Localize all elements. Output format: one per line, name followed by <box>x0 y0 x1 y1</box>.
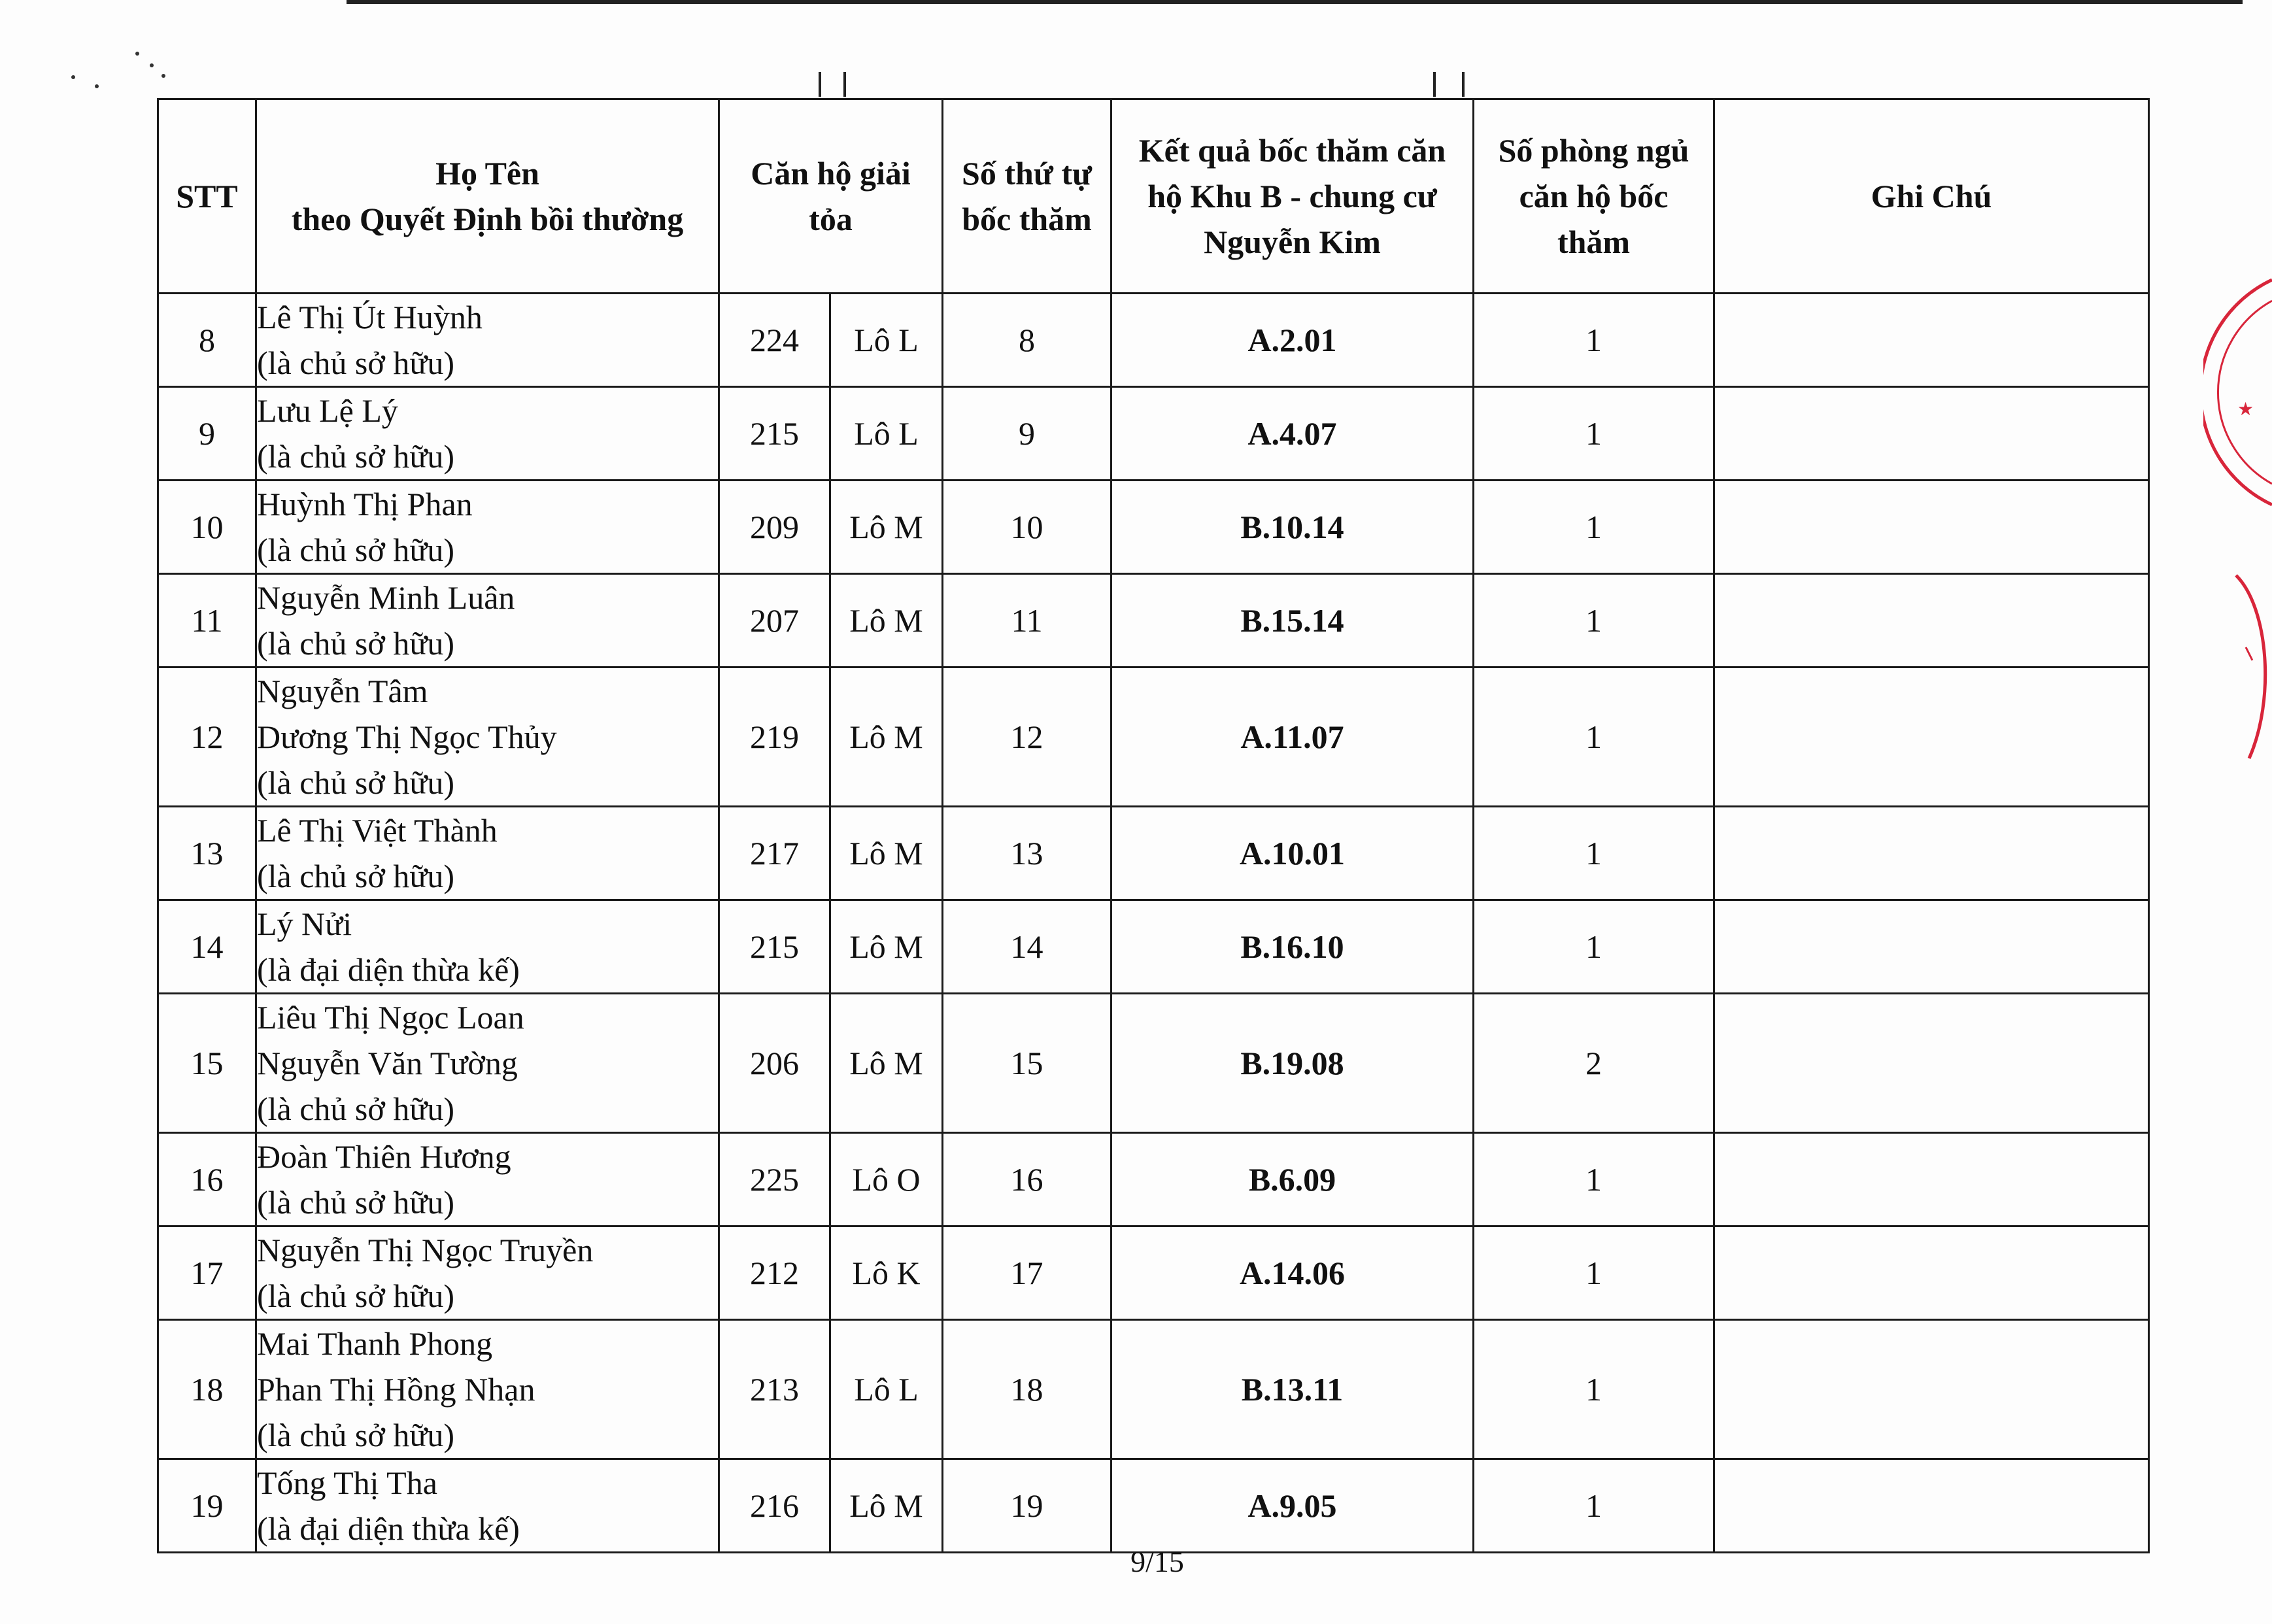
cell-lot: Lô L <box>830 387 943 481</box>
name-line: (là chủ sở hữu) <box>257 438 455 475</box>
lottery-result-table <box>157 98 2150 1553</box>
cell-draw-result: A.14.06 <box>1111 1226 1474 1320</box>
cell-apartment-number: 215 <box>719 387 830 481</box>
cell-draw-order: 9 <box>943 387 1111 481</box>
name-line: (là chủ sở hữu) <box>257 625 455 662</box>
cell-lot: Lô L <box>830 1320 943 1459</box>
cell-draw-result: B.13.11 <box>1111 1320 1474 1459</box>
cell-lot: Lô M <box>830 1459 943 1553</box>
name-line: Nguyễn Thị Ngọc Truyền <box>257 1232 594 1268</box>
table-row <box>158 481 2149 574</box>
cell-note <box>1714 1226 2149 1320</box>
table-row <box>158 1320 2149 1459</box>
cell-draw-order: 17 <box>943 1226 1111 1320</box>
cell-note <box>1714 1133 2149 1226</box>
name-line: Lê Thị Việt Thành <box>257 812 498 849</box>
cell-bedrooms: 1 <box>1474 668 1714 807</box>
scan-top-edge <box>347 0 2243 4</box>
table-row <box>158 807 2149 900</box>
cell-draw-result: B.10.14 <box>1111 481 1474 574</box>
cell-apartment-number: 215 <box>719 900 830 994</box>
cell-draw-order: 12 <box>943 668 1111 807</box>
red-signature-mark <box>2223 569 2272 765</box>
cell-lot: Lô L <box>830 294 943 387</box>
cell-stt: 14 <box>158 900 256 994</box>
cell-bedrooms: 1 <box>1474 1133 1714 1226</box>
cell-apartment-number: 224 <box>719 294 830 387</box>
name-line: Nguyễn Tâm <box>257 673 428 709</box>
page-number: 9/15 <box>1130 1545 1184 1578</box>
cell-draw-order: 16 <box>943 1133 1111 1226</box>
cell-name <box>256 387 719 481</box>
cell-apartment-number: 206 <box>719 994 830 1133</box>
name-line: Lưu Lệ Lý <box>257 392 398 429</box>
name-line: (là đại diện thừa kế) <box>257 1510 520 1547</box>
cell-draw-result: A.9.05 <box>1111 1459 1474 1553</box>
cell-name <box>256 900 719 994</box>
cell-stt: 15 <box>158 994 256 1133</box>
cell-draw-order: 15 <box>943 994 1111 1133</box>
cell-draw-result: B.19.08 <box>1111 994 1474 1133</box>
cell-name <box>256 1320 719 1459</box>
cell-draw-result: B.15.14 <box>1111 574 1474 668</box>
cell-stt: 10 <box>158 481 256 574</box>
cell-draw-result: A.10.01 <box>1111 807 1474 900</box>
cell-apartment-number: 209 <box>719 481 830 574</box>
cell-note <box>1714 668 2149 807</box>
table-row <box>158 1226 2149 1320</box>
cell-apartment-number: 212 <box>719 1226 830 1320</box>
scan-specks <box>65 46 183 98</box>
header-name: Họ Tên theo Quyết Định bồi thường <box>256 99 719 294</box>
name-line: Phan Thị Hồng Nhạn <box>257 1371 535 1408</box>
header-draw-order: Số thứ tự bốc thăm <box>943 99 1111 294</box>
name-line: (là chủ sở hữu) <box>257 345 455 381</box>
cell-name <box>256 994 719 1133</box>
cell-lot: Lô M <box>830 481 943 574</box>
header-apartment: Căn hộ giải tỏa <box>719 99 943 294</box>
table-row <box>158 668 2149 807</box>
name-line: (là chủ sở hữu) <box>257 1184 455 1221</box>
cell-bedrooms: 1 <box>1474 1320 1714 1459</box>
cell-lot: Lô M <box>830 994 943 1133</box>
cell-bedrooms: 2 <box>1474 994 1714 1133</box>
name-line: Huỳnh Thị Phan <box>257 486 473 522</box>
cell-bedrooms: 1 <box>1474 1459 1714 1553</box>
name-line: Liêu Thị Ngọc Loan <box>257 999 524 1036</box>
cell-stt: 16 <box>158 1133 256 1226</box>
cell-stt: 19 <box>158 1459 256 1553</box>
cell-name <box>256 807 719 900</box>
cell-bedrooms: 1 <box>1474 1226 1714 1320</box>
cell-apartment-number: 225 <box>719 1133 830 1226</box>
cell-stt: 17 <box>158 1226 256 1320</box>
name-line: Lý Nửi <box>257 905 352 942</box>
cell-lot: Lô O <box>830 1133 943 1226</box>
cell-note <box>1714 481 2149 574</box>
cell-stt: 18 <box>158 1320 256 1459</box>
cell-draw-order: 18 <box>943 1320 1111 1459</box>
cell-stt: 12 <box>158 668 256 807</box>
table-row <box>158 387 2149 481</box>
cell-name <box>256 1133 719 1226</box>
cell-name <box>256 668 719 807</box>
cell-apartment-number: 207 <box>719 574 830 668</box>
cell-lot: Lô K <box>830 1226 943 1320</box>
cell-apartment-number: 219 <box>719 668 830 807</box>
cell-draw-order: 8 <box>943 294 1111 387</box>
cell-name <box>256 294 719 387</box>
cell-draw-order: 13 <box>943 807 1111 900</box>
name-line: Đoàn Thiên Hương <box>257 1138 511 1175</box>
name-line: Lê Thị Út Huỳnh <box>257 299 483 335</box>
cell-draw-result: B.16.10 <box>1111 900 1474 994</box>
cell-note <box>1714 1459 2149 1553</box>
cell-draw-result: B.6.09 <box>1111 1133 1474 1226</box>
cell-bedrooms: 1 <box>1474 294 1714 387</box>
cell-note <box>1714 574 2149 668</box>
cell-lot: Lô M <box>830 900 943 994</box>
cell-draw-order: 19 <box>943 1459 1111 1553</box>
cell-name <box>256 574 719 668</box>
cell-bedrooms: 1 <box>1474 387 1714 481</box>
name-line: Nguyễn Văn Tường <box>257 1045 518 1081</box>
table-row <box>158 900 2149 994</box>
table-row <box>158 294 2149 387</box>
scan-mark <box>819 72 821 97</box>
name-line: Tống Thị Tha <box>257 1464 437 1501</box>
scan-mark <box>1433 72 1436 97</box>
cell-bedrooms: 1 <box>1474 481 1714 574</box>
header-stt: STT <box>158 99 256 294</box>
name-line: (là chủ sở hữu) <box>257 532 455 568</box>
cell-note <box>1714 294 2149 387</box>
cell-note <box>1714 387 2149 481</box>
cell-bedrooms: 1 <box>1474 807 1714 900</box>
cell-draw-order: 11 <box>943 574 1111 668</box>
table-header-row <box>158 99 2149 294</box>
cell-draw-result: A.11.07 <box>1111 668 1474 807</box>
scan-mark <box>1462 72 1465 97</box>
cell-apartment-number: 216 <box>719 1459 830 1553</box>
cell-stt: 13 <box>158 807 256 900</box>
scan-mark <box>843 72 846 97</box>
name-line: (là chủ sở hữu) <box>257 1277 455 1314</box>
cell-bedrooms: 1 <box>1474 900 1714 994</box>
cell-lot: Lô M <box>830 807 943 900</box>
cell-note <box>1714 1320 2149 1459</box>
cell-lot: Lô M <box>830 574 943 668</box>
cell-name <box>256 1459 719 1553</box>
name-line: (là chủ sở hữu) <box>257 858 455 894</box>
cell-stt: 9 <box>158 387 256 481</box>
cell-name <box>256 1226 719 1320</box>
name-line: Mai Thanh Phong <box>257 1325 493 1362</box>
cell-draw-order: 14 <box>943 900 1111 994</box>
table-row <box>158 994 2149 1133</box>
svg-text:★: ★ <box>2237 398 2254 420</box>
name-line: Nguyễn Minh Luân <box>257 579 515 616</box>
header-draw-result: Kết quả bốc thăm căn hộ Khu B - chung cư Nguyễn Kim <box>1111 99 1474 294</box>
table-body <box>158 294 2149 1553</box>
cell-bedrooms: 1 <box>1474 574 1714 668</box>
table-row <box>158 1459 2149 1553</box>
cell-stt: 11 <box>158 574 256 668</box>
cell-name <box>256 481 719 574</box>
cell-apartment-number: 217 <box>719 807 830 900</box>
cell-stt: 8 <box>158 294 256 387</box>
header-bedrooms: Số phòng ngủ căn hộ bốc thăm <box>1474 99 1714 294</box>
table-row <box>158 574 2149 668</box>
name-line: (là chủ sở hữu) <box>257 1417 455 1453</box>
cell-note <box>1714 807 2149 900</box>
cell-apartment-number: 213 <box>719 1320 830 1459</box>
name-line: (là chủ sở hữu) <box>257 764 455 801</box>
cell-draw-result: A.2.01 <box>1111 294 1474 387</box>
cell-lot: Lô M <box>830 668 943 807</box>
cell-draw-result: A.4.07 <box>1111 387 1474 481</box>
cell-note <box>1714 900 2149 994</box>
name-line: Dương Thị Ngọc Thủy <box>257 719 557 755</box>
cell-note <box>1714 994 2149 1133</box>
header-note: Ghi Chú <box>1714 99 2149 294</box>
cell-draw-order: 10 <box>943 481 1111 574</box>
name-line: (là đại diện thừa kế) <box>257 951 520 988</box>
name-line: (là chủ sở hữu) <box>257 1091 455 1127</box>
red-seal-stamp <box>2203 275 2272 510</box>
table-row <box>158 1133 2149 1226</box>
